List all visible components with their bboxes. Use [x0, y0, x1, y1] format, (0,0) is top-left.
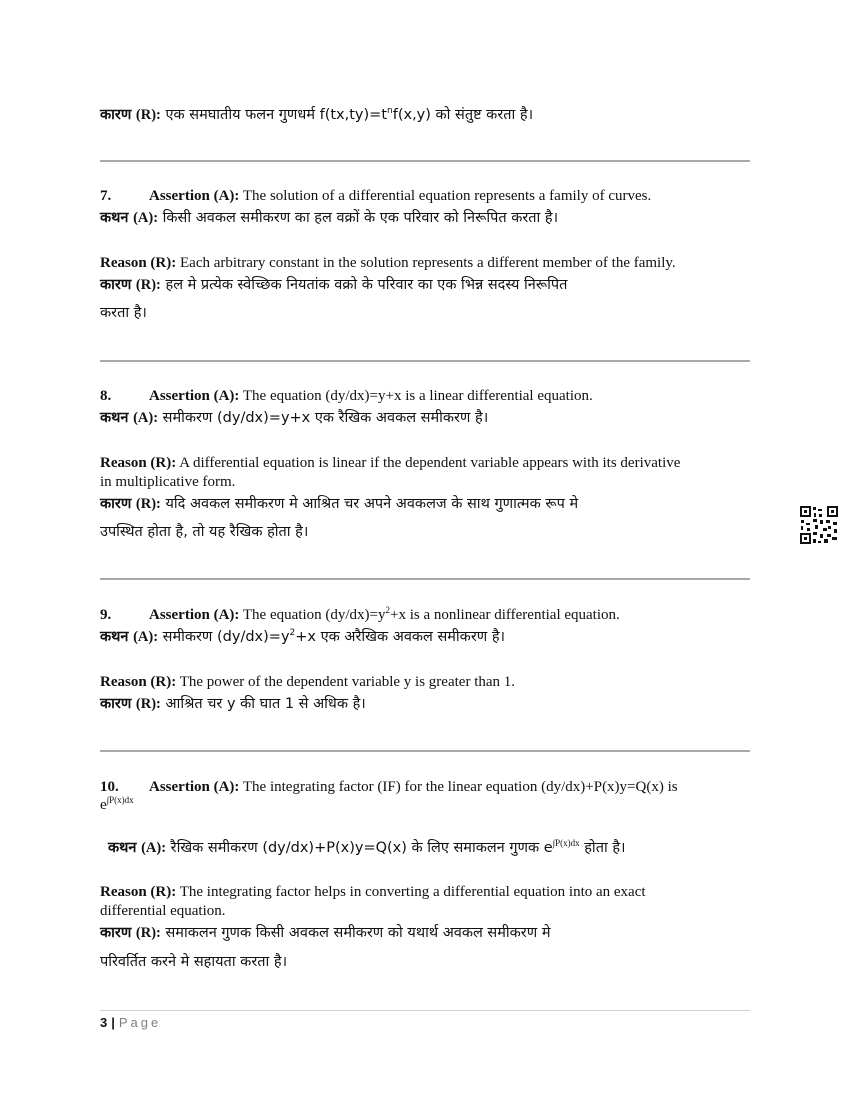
qr-code-icon [799, 505, 839, 545]
a-label: (A): [141, 840, 167, 856]
q8-karan-text-2: उपस्थित होता है, तो यह रैखिक होता है। [100, 524, 309, 540]
q9-assertion-text-1: The equation (dy/dx)=y [242, 607, 386, 623]
q8-reason-2 [100, 472, 750, 492]
footer-separator: | [111, 1015, 115, 1030]
q7-reason-label: Reason (R): [100, 255, 177, 271]
q8-karan-2 [100, 522, 750, 542]
q8-reason-label: Reason (R): [100, 455, 177, 471]
r-label: (R): [135, 696, 161, 712]
q9-kathan-text-2: +x एक अरैखिक अवकल समीकरण है। [295, 629, 506, 645]
q8-reason-1 [100, 453, 750, 473]
q7-karan-text-1: हल मे प्रत्येक स्वेच्छिक नियतांक वक्रो के परिवार का एक भिन्न सदस्य निरूपित [165, 277, 568, 293]
q10-karan-2 [100, 952, 750, 972]
q10-karan-1 [100, 923, 750, 943]
footer-divider [100, 1010, 750, 1011]
q8-number: 8. [100, 388, 112, 404]
q10-assertion [100, 777, 750, 797]
q10-reason-text-2: differential equation. [100, 903, 226, 919]
q10-assertion-exp [100, 795, 750, 815]
sup-2: 2 [385, 605, 390, 615]
q9-karan-text: आश्रित चर y की घात 1 से अधिक है। [165, 696, 366, 712]
q9-reason [100, 672, 750, 692]
karan-label: कारण [100, 496, 132, 512]
q10-assertion-label: Assertion (A): [149, 779, 240, 795]
q10-karan-text-1: समाकलन गुणक किसी अवकल समीकरण को यथार्थ अवकल समीकरण मे [165, 925, 551, 941]
q7-kathan [100, 208, 750, 228]
r-label: (R): [135, 277, 161, 293]
q10-reason-text-1: The integrating factor helps in converting a differential equation into an exact [179, 884, 646, 900]
q10-kathan-text-1: रैखिक समीकरण (dy/dx)+P(x)y=Q(x) के लिए समाकलन गुणक e [170, 840, 553, 856]
q7-number: 7. [100, 188, 112, 204]
a-label: (A): [133, 629, 159, 645]
karan-label: कारण [100, 277, 132, 293]
q8-assertion-text: The equation (dy/dx)=y+x is a linear differential equation. [242, 388, 593, 404]
q9-reason-text: The power of the dependent variable y is greater than 1. [179, 674, 516, 690]
q7-assertion-text: The solution of a differential equation represents a family of curves. [242, 188, 652, 204]
a-label: (A): [133, 210, 159, 226]
karan-label: कारण [100, 925, 132, 941]
q10-kathan-text-2: होता है। [584, 840, 626, 856]
q8-kathan [100, 408, 750, 428]
r-label: (R): [135, 925, 161, 941]
e-symbol: e [100, 797, 107, 813]
q10-karan-text-2: परिवर्तित करने मे सहायता करता है। [100, 954, 288, 970]
q9-kathan [100, 627, 750, 647]
q10-assertion-text: The integrating factor (IF) for the linear equation (dy/dx)+P(x)y=Q(x) is [242, 779, 678, 795]
q8-assertion-label: Assertion (A): [149, 388, 240, 404]
q10-number: 10. [100, 779, 119, 795]
divider-4 [100, 750, 750, 752]
q8-reason-text-1: A differential equation is linear if the dependent variable appears with its derivative [179, 455, 681, 471]
top-reason-text-2: f(x,y) को संतुष्ट करता है। [392, 107, 534, 123]
karan-label: कारण [100, 696, 132, 712]
q7-reason [100, 253, 750, 273]
q8-karan-text-1: यदि अवकल समीकरण मे आश्रित चर अपने अवकलज के साथ गुणात्मक रूप मे [165, 496, 579, 512]
divider-2 [100, 360, 750, 362]
q7-assertion [100, 186, 750, 206]
r-label: (R): [135, 107, 161, 123]
q7-karan-1 [100, 275, 750, 295]
q8-kathan-text: समीकरण (dy/dx)=y+x एक रैखिक अवकल समीकरण है। [162, 410, 489, 426]
kathan-label: कथन [100, 629, 129, 645]
q7-karan-text-2: करता है। [100, 305, 147, 321]
top-reason-text-1: एक समघातीय फलन गुणधर्म f(tx,ty)=t [165, 107, 388, 123]
q8-assertion [100, 386, 750, 406]
q8-karan-1 [100, 494, 750, 514]
kathan-label: कथन [100, 410, 129, 426]
q9-assertion-text-2: +x is a nonlinear differential equation. [389, 607, 620, 623]
page-footer [100, 1015, 161, 1030]
q9-assertion-label: Assertion (A): [149, 607, 240, 623]
r-label: (R): [135, 496, 161, 512]
integral-exponent: ∫P(x)dx [106, 795, 134, 805]
q10-kathan [108, 838, 758, 858]
q9-assertion [100, 605, 750, 625]
sup-2: 2 [289, 628, 296, 638]
top-reason-hi [100, 105, 750, 125]
q7-kathan-text: किसी अवकल समीकरण का हल वक्रों के एक परिवार को निरूपित करता है। [162, 210, 559, 226]
q10-reason-label: Reason (R): [100, 884, 177, 900]
sup-n: n [387, 106, 393, 116]
q7-reason-text: Each arbitrary constant in the solution represents a different member of the family. [180, 255, 676, 271]
page-word: Page [118, 1015, 162, 1030]
q10-reason-2 [100, 901, 750, 921]
q9-number: 9. [100, 607, 112, 623]
divider-1 [100, 160, 750, 162]
q7-karan-2 [100, 303, 750, 323]
q9-reason-label: Reason (R): [100, 674, 177, 690]
q7-assertion-label: Assertion (A): [149, 188, 240, 204]
kathan-label: कथन [108, 840, 137, 856]
a-label: (A): [133, 410, 159, 426]
karan-label: कारण [100, 107, 132, 123]
integral-exponent: ∫P(x)dx [552, 838, 580, 848]
q9-karan [100, 694, 750, 714]
kathan-label: कथन [100, 210, 129, 226]
page-number: 3 [100, 1015, 108, 1030]
q9-kathan-text-1: समीकरण (dy/dx)=y [162, 629, 290, 645]
q8-reason-text-2: in multiplicative form. [100, 474, 236, 490]
divider-3 [100, 578, 750, 580]
q10-reason-1 [100, 882, 750, 902]
